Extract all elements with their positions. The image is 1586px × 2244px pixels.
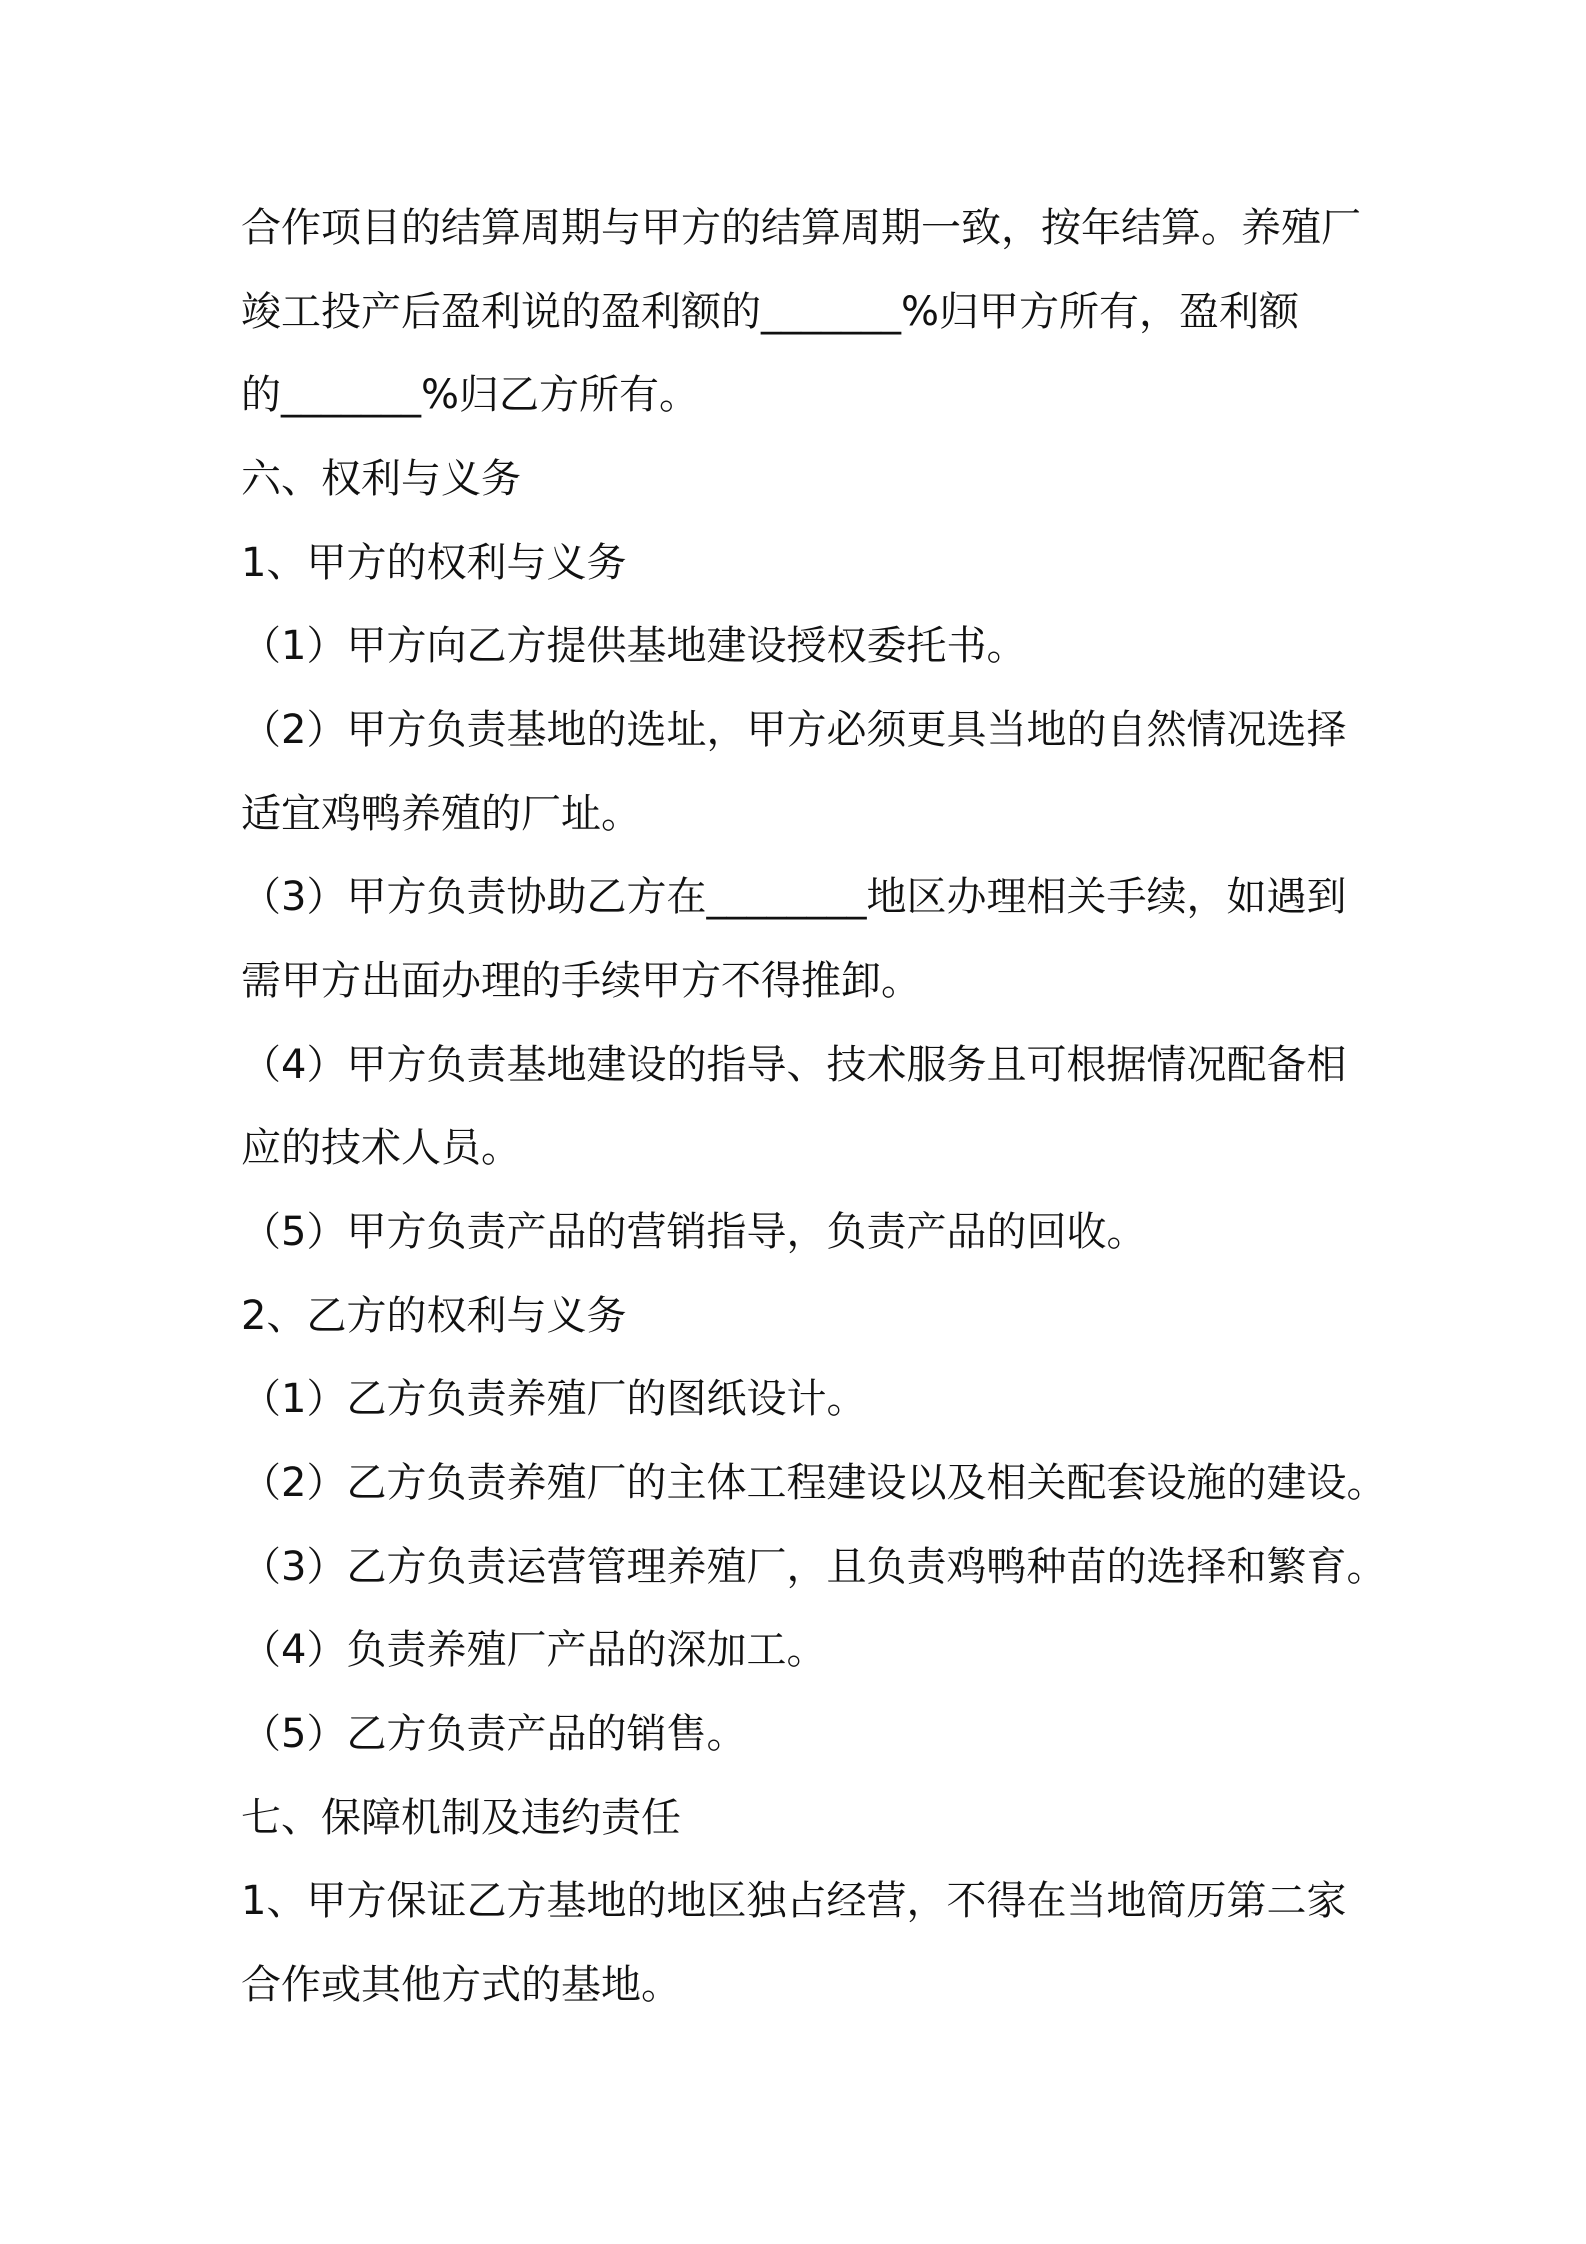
list-item: （4）负责养殖厂产品的深加工。 <box>241 1627 827 1673</box>
list-item-continuation: 应的技术人员。 <box>241 1125 521 1171</box>
list-item: （3）甲方负责协助乙方在________地区办理相关手续，如遇到 <box>241 874 1347 920</box>
subsection-heading: 1、甲方的权利与义务 <box>241 540 627 586</box>
section-heading: 七、保障机制及违约责任 <box>241 1795 681 1841</box>
paragraph-line: 的_______%归乙方所有。 <box>241 372 700 418</box>
paragraph-line: 合作或其他方式的基地。 <box>241 1962 681 2008</box>
list-item-continuation: 需甲方出面办理的手续甲方不得推卸。 <box>241 958 921 1004</box>
list-item: （4）甲方负责基地建设的指导、技术服务且可根据情况配备相 <box>241 1042 1347 1088</box>
section-heading: 六、权利与义务 <box>241 456 521 502</box>
list-item: （1）乙方负责养殖厂的图纸设计。 <box>241 1376 867 1422</box>
subsection-heading: 2、乙方的权利与义务 <box>241 1293 627 1339</box>
list-item: （5）乙方负责产品的销售。 <box>241 1711 747 1757</box>
paragraph-line: 竣工投产后盈利说的盈利额的_______%归甲方所有，盈利额 <box>241 289 1300 335</box>
paragraph-line: 合作项目的结算周期与甲方的结算周期一致，按年结算。养殖厂 <box>241 205 1361 251</box>
list-item: （3）乙方负责运营管理养殖厂，且负责鸡鸭种苗的选择和繁育。 <box>241 1544 1387 1590</box>
list-item: （2）甲方负责基地的选址，甲方必须更具当地的自然情况选择 <box>241 707 1347 753</box>
list-item: （2）乙方负责养殖厂的主体工程建设以及相关配套设施的建设。 <box>241 1460 1387 1506</box>
paragraph-line: 1、甲方保证乙方基地的地区独占经营，不得在当地简历第二家 <box>241 1878 1347 1924</box>
list-item: （1）甲方向乙方提供基地建设授权委托书。 <box>241 623 1027 669</box>
list-item-continuation: 适宜鸡鸭养殖的厂址。 <box>241 791 641 837</box>
list-item: （5）甲方负责产品的营销指导，负责产品的回收。 <box>241 1209 1147 1255</box>
